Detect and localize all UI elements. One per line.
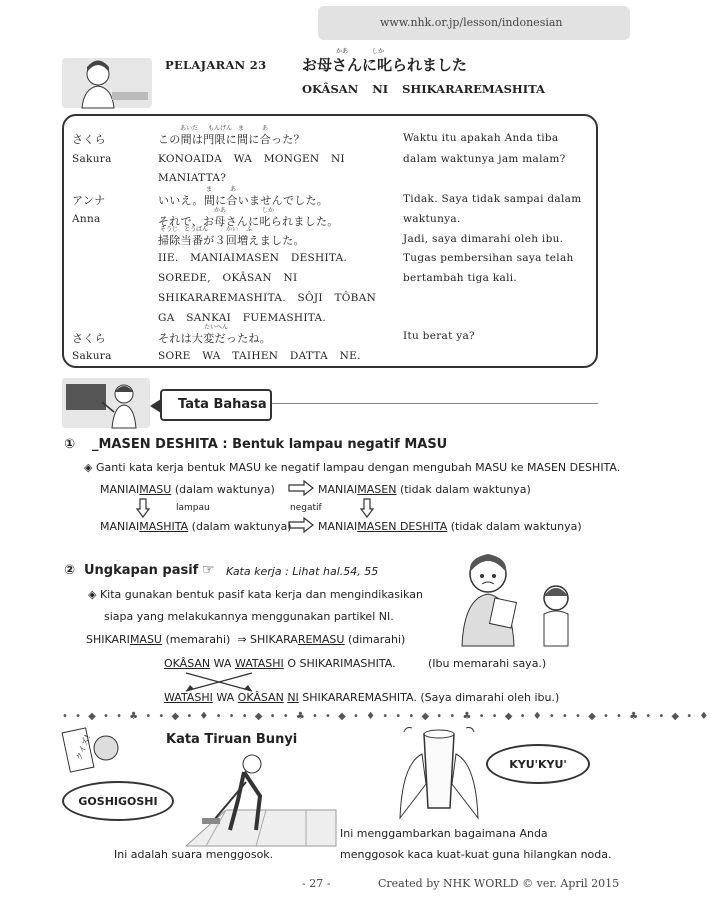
mother-scolding-illustration bbox=[452, 548, 582, 646]
wiping-glass-illustration bbox=[392, 724, 486, 818]
furigana-mongen: もんげん bbox=[208, 125, 233, 132]
section-2-number: ② bbox=[64, 563, 76, 578]
kyukyu-text: KYU'KYU' bbox=[509, 758, 567, 771]
translation-3: Tidak. Saya tidak sampai dalam bbox=[403, 193, 582, 205]
url-banner bbox=[318, 6, 630, 40]
section-1-bullet-text: Ganti kata kerja bentuk MASU ke negatif lampau dengan mengubah MASU ke MASEN DESHITA. bbox=[95, 461, 621, 474]
lampau-label: lampau bbox=[176, 503, 210, 513]
caption-right-line-2: menggosok kaca kuat-kuat guna hilangkan noda. bbox=[340, 848, 612, 861]
section-2-bullet-1-text: Kita gunakan bentuk pasif kata kerja dan mengindikasikan bbox=[99, 588, 423, 601]
kata-tiruan-title: Kata Tiruan Bunyi bbox=[166, 732, 298, 747]
furigana-fu: ふ bbox=[246, 226, 253, 233]
section-2-title: Ungkapan pasif bbox=[84, 563, 199, 578]
translation-1: Waktu itu apakah Anda tiba bbox=[403, 132, 559, 144]
section-rule bbox=[272, 403, 598, 404]
section-1-number: ① bbox=[64, 437, 76, 452]
translation-7: bertambah tiga kali. bbox=[403, 272, 518, 284]
arrow-down-icon bbox=[136, 498, 150, 522]
diamond-icon-2: ◈ bbox=[88, 588, 100, 601]
footer-credit: Created by NHK WORLD © ver. April 2015 bbox=[378, 877, 620, 890]
quiz-badge-text: クイズ! bbox=[74, 733, 93, 762]
speaker-sakura: Sakura bbox=[72, 153, 112, 165]
lesson-title-romaji: OKÂSAN NI SHIKARAREMASHITA bbox=[302, 82, 545, 96]
tata-bahasa-label bbox=[160, 389, 272, 421]
furigana-kaa: かあ bbox=[336, 48, 349, 55]
kyukyu-bubble bbox=[486, 744, 590, 784]
furigana-shika-2: しか bbox=[262, 207, 275, 214]
goshigoshi-bubble bbox=[62, 781, 174, 821]
lesson-title-jp: お母さんに叱られました bbox=[302, 56, 468, 74]
furigana-taihen: たいへん bbox=[204, 324, 229, 331]
translation-4: waktunya. bbox=[403, 213, 461, 225]
tata-bahasa-text: Tata Bahasa bbox=[178, 397, 267, 412]
dialogue-line-4-romaji: SHIKARAREMASHITA. SÔJI TÔBAN bbox=[158, 292, 377, 304]
active-sentence: OKÂSAN WA WATASHI O SHIKARIMASHITA. bbox=[164, 657, 396, 670]
example-masen: MANIAIMASEN (tidak dalam waktunya) bbox=[318, 483, 531, 496]
active-sentence-translation: (Ibu memarahi saya.) bbox=[428, 657, 547, 670]
url-text: www.nhk.or.jp/lesson/indonesian bbox=[380, 16, 563, 29]
dialogue-line-3-jp: それで、お母さんに叱られました。 bbox=[158, 215, 339, 228]
speaker-anna: Anna bbox=[72, 213, 101, 225]
decorative-divider: • • ◆ • • ♣ • • ◆ • ♦ • • • ◆ • • ♣ • • ◆ • ♦ • • • ◆ • • ♣ • • ◆ • ♦ • • • ◆ • • ♣ • • ◆ • ♦ bbox=[62, 711, 710, 722]
dialogue-line-1-romaji-cont: MANIATTA? bbox=[158, 172, 227, 184]
speaker-sakura-jp: さくら bbox=[72, 133, 106, 146]
diamond-icon: ◈ bbox=[84, 461, 96, 474]
furigana-souji: そうじ bbox=[160, 226, 179, 233]
page-number: - 27 - bbox=[302, 877, 331, 890]
speaker-sakura-2: Sakura bbox=[72, 350, 112, 362]
scrubbing-floor-illustration bbox=[186, 750, 336, 846]
negatif-label: negatif bbox=[290, 503, 322, 513]
section-2-reference: Kata kerja : Lihat hal.54, 55 bbox=[226, 565, 379, 578]
furigana-kaa-2: かあ bbox=[214, 207, 227, 214]
speaker-sakura-jp-2: さくら bbox=[72, 332, 106, 345]
teacher-illustration bbox=[62, 378, 150, 428]
section-2-bullet-2: siapa yang melakukannya menggunakan partikel NI. bbox=[104, 610, 394, 623]
furigana-aida: あいだ bbox=[180, 125, 199, 132]
translation-6: Tugas pembersihan saya telah bbox=[403, 252, 574, 264]
dialogue-line-3-romaji: SOREDE, OKÂSAN NI bbox=[158, 272, 298, 284]
furigana-ma2: ま bbox=[206, 186, 213, 193]
arrow-down-icon-2 bbox=[360, 498, 374, 522]
translation-8: Itu berat ya? bbox=[403, 330, 475, 342]
pointing-hand-icon: ☞ bbox=[202, 562, 215, 578]
furigana-a2: あ bbox=[230, 186, 237, 193]
goshigoshi-text: GOSHIGOSHI bbox=[78, 795, 158, 808]
passive-sentence: WATASHI WA OKÂSAN NI SHIKARAREMASHITA. (Saya dimarahi oleh ibu.) bbox=[164, 691, 560, 704]
furigana-kai: かい bbox=[226, 226, 239, 233]
student-illustration bbox=[62, 52, 152, 110]
dialogue-line-1-romaji: KONOAIDA WA MONGEN NI bbox=[158, 153, 345, 165]
section-1-title: _MASEN DESHITA : Bentuk lampau negatif MASU bbox=[92, 437, 448, 452]
furigana-shika: しか bbox=[372, 48, 385, 55]
example-mashita: MANIAIMASHITA (dalam waktunya) bbox=[100, 520, 292, 533]
caption-right-line-1: Ini menggambarkan bagaimana Anda bbox=[340, 827, 548, 840]
dialogue-line-6-romaji: SORE WA TAIHEN DATTA NE. bbox=[158, 350, 361, 362]
translation-5: Jadi, saya dimarahi oleh ibu. bbox=[403, 233, 564, 245]
translation-2: dalam waktunya jam malam? bbox=[403, 153, 566, 165]
dialogue-line-1-jp: この間は門限に間に合った？ bbox=[158, 133, 305, 146]
caption-left: Ini adalah suara menggosok. bbox=[114, 848, 274, 861]
arrow-right-icon-2 bbox=[288, 517, 314, 537]
speaker-anna-jp: アンナ bbox=[72, 194, 106, 207]
shikarimasu-example: SHIKARIMASU (memarahi) ⇒ SHIKARAREMASU (dimarahi) bbox=[86, 633, 406, 646]
dialogue-line-2-jp: いいえ。間に合いませんでした。 bbox=[158, 194, 329, 207]
furigana-ma: ま bbox=[238, 125, 245, 132]
dialogue-line-5-romaji: GA SANKAI FUEMASHITA. bbox=[158, 312, 327, 324]
quiz-badge bbox=[62, 724, 124, 778]
section-1-bullet bbox=[84, 461, 620, 474]
lesson-number: PELAJARAN 23 bbox=[165, 58, 267, 72]
section-2-bullet-1 bbox=[88, 588, 423, 601]
dialogue-line-5-jp: それは大変だったね。 bbox=[158, 332, 271, 345]
dialogue-line-2-romaji: IIE. MANIAIMASEN DESHITA. bbox=[158, 252, 348, 264]
dialogue-line-4-jp: 掃除当番が３回増えました。 bbox=[158, 234, 305, 247]
arrow-right-icon bbox=[288, 480, 314, 500]
furigana-touban: とうばん bbox=[184, 226, 209, 233]
furigana-a: あ bbox=[262, 125, 269, 132]
example-masen-deshita: MANIAIMASEN DESHITA (tidak dalam waktunya) bbox=[318, 520, 582, 533]
example-masu: MANIAIMASU (dalam waktunya) bbox=[100, 483, 275, 496]
